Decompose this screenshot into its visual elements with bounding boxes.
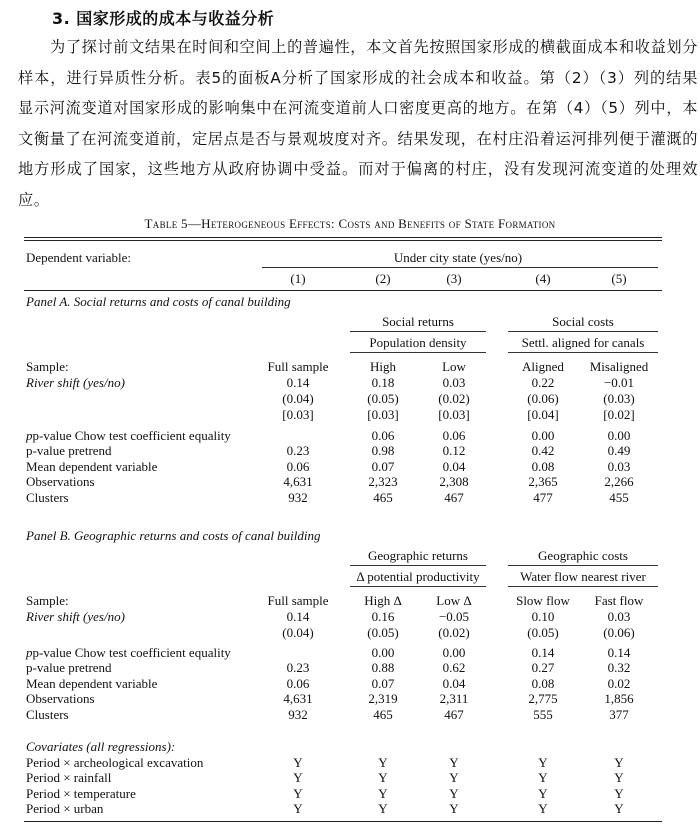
panel-b-sample-2: High Δ [364, 593, 402, 608]
panel-b-chow-label: pp-value Chow test coefficient equality [26, 645, 231, 660]
panel-b-obs-label: Observations [26, 691, 95, 706]
covariate-4-col-4: Y [538, 801, 548, 816]
panel-b-clusters-3: 467 [444, 707, 464, 722]
panel-b-obs-4: 2,775 [528, 691, 558, 706]
panel-b-sub-right-rule [508, 586, 658, 587]
paragraph-text: 为了探讨前文结果在时间和空间上的普遍性，本文首先按照国家形成的横截面成本和收益划分样本，进行异质性分析。表5的面板A分析了国家形成的社会成本和收益。第（2）（3）列的结果显示河流变道对国家形成的影响集中在河流变道前人口密度更高的地方。在第（4）（5）列中，本文衡量了在河流变道前，定居点是否与景观坡度对齐。结果发现，在村庄沿着运河排列便于灌溉的地方形成了国家，这些地方从政府协调中受益。而对于偏离的村庄，没有发现河流变道的处理效应。 [18, 38, 698, 209]
panel-b-group-left: Geographic returns [368, 548, 468, 563]
panel-a-sample-4: Aligned [522, 359, 564, 374]
panel-a-mean-4: 0.08 [531, 459, 555, 474]
panel-b-sub-left-rule [350, 586, 486, 587]
table-top-rule [24, 237, 662, 238]
panel-a-clusters-5: 455 [609, 490, 629, 505]
panel-a-se2-5: [0.02] [603, 407, 635, 422]
header-bottom-rule [24, 290, 662, 291]
panel-a-clusters-2: 465 [373, 490, 393, 505]
panel-a-obs-3: 2,308 [439, 474, 469, 489]
panel-a-chow-3: 0.06 [442, 428, 466, 443]
table-top-rule-2 [24, 240, 662, 241]
panel-a-pretrend-4: 0.42 [531, 443, 555, 458]
panel-b-sample-label: Sample: [26, 593, 69, 608]
panel-a-clusters-label: Clusters [26, 490, 69, 505]
panel-b-clusters-2: 465 [373, 707, 393, 722]
panel-a-sample-1: Full sample [267, 359, 329, 374]
panel-b-sample-4: Slow flow [516, 593, 570, 608]
covariate-1-col-2: Y [378, 755, 388, 770]
panel-a-se-4: (0.06) [527, 391, 559, 406]
panel-a-obs-2: 2,323 [368, 474, 398, 489]
panel-a-se2-1: [0.03] [282, 407, 314, 422]
panel-a-coef-1: 0.14 [286, 375, 310, 390]
panel-a-se2-2: [0.03] [367, 407, 399, 422]
panel-a-coef-5: −0.01 [603, 375, 635, 390]
panel-a-sample-label: Sample: [26, 359, 69, 374]
panel-a-mean-1: 0.06 [286, 459, 310, 474]
panel-b-chow-2: 0.00 [371, 645, 395, 660]
panel-a-sample-3: Low [442, 359, 466, 374]
panel-a-clusters-1: 932 [288, 490, 308, 505]
panel-b-se-2: (0.05) [367, 625, 399, 640]
panel-a-clusters-3: 467 [444, 490, 464, 505]
panel-b-group-right-sub: Water flow nearest river [520, 569, 646, 584]
panel-a-chow-4: 0.00 [531, 428, 555, 443]
panel-a-se2-4: [0.04] [527, 407, 559, 422]
panel-a-group-left-rule [350, 331, 486, 332]
panel-a-mean-label: Mean dependent variable [26, 459, 158, 474]
covariate-2-col-5: Y [614, 770, 624, 785]
panel-a-clusters-4: 477 [533, 490, 553, 505]
covariate-2-col-2: Y [378, 770, 388, 785]
covariate-4-col-2: Y [378, 801, 388, 816]
covariate-3-col-4: Y [538, 786, 548, 801]
covariate-3-col-5: Y [614, 786, 624, 801]
covariate-1-col-5: Y [614, 755, 624, 770]
panel-a-obs-label: Observations [26, 474, 95, 489]
panel-a-chow-2: 0.06 [371, 428, 395, 443]
panel-a-pretrend-3: 0.12 [442, 443, 466, 458]
panel-b-se-1: (0.04) [282, 625, 314, 640]
dependent-rule [262, 267, 658, 268]
covariate-1-col-4: Y [538, 755, 548, 770]
panel-a-sample-5: Misaligned [589, 359, 649, 374]
panel-a-se-3: (0.02) [438, 391, 470, 406]
table-title: Table 5—Heterogeneous Effects: Costs and Benefits of State Formation [144, 216, 556, 231]
panel-a-group-left-sub: Population density [369, 335, 467, 350]
covariate-2-col-4: Y [538, 770, 548, 785]
panel-b-pretrend-4: 0.27 [531, 660, 555, 675]
panel-b-sample-1: Full sample [267, 593, 329, 608]
col-number-5: (5) [611, 271, 627, 286]
panel-b-clusters-4: 555 [533, 707, 553, 722]
panel-b-pretrend-1: 0.23 [286, 660, 310, 675]
panel-a-sub-left-rule [350, 352, 486, 353]
panel-a-obs-1: 4,631 [283, 474, 313, 489]
covariate-3-col-2: Y [378, 786, 388, 801]
section-heading: 3. 国家形成的成本与收益分析 [52, 9, 275, 28]
covariate-1-col-1: Y [293, 755, 303, 770]
covariate-1-col-3: Y [449, 755, 459, 770]
panel-a-group-right-rule [508, 331, 658, 332]
panel-a-sample-2: High [370, 359, 396, 374]
panel-a-group-left: Social returns [382, 314, 454, 329]
panel-a-se2-3: [0.03] [438, 407, 470, 422]
panel-b-coef-3: −0.05 [438, 609, 470, 624]
panel-b-coef-2: 0.16 [371, 609, 395, 624]
panel-a-se-1: (0.04) [282, 391, 314, 406]
col-number-1: (1) [290, 271, 306, 286]
panel-b-group-left-rule [350, 565, 486, 566]
covariate-label-3: Period × temperature [26, 786, 136, 801]
panel-a-coef-4: 0.22 [531, 375, 555, 390]
panel-b-obs-5: 1,856 [604, 691, 634, 706]
dependent-variable-label: Dependent variable: [26, 250, 132, 265]
panel-b-se-5: (0.06) [603, 625, 635, 640]
panel-b-pretrend-2: 0.88 [371, 660, 395, 675]
covariate-4-col-3: Y [449, 801, 459, 816]
panel-a-coef-label: River shift (yes/no) [26, 375, 125, 390]
panel-a-group-right-sub: Settl. aligned for canals [521, 335, 645, 350]
panel-a-coef-3: 0.03 [442, 375, 466, 390]
panel-b-clusters-1: 932 [288, 707, 308, 722]
panel-b-sample-3: Low Δ [436, 593, 472, 608]
panel-a-se-2: (0.05) [367, 391, 399, 406]
col-number-3: (3) [446, 271, 462, 286]
col-number-4: (4) [535, 271, 551, 286]
panel-a-pretrend-2: 0.98 [371, 443, 395, 458]
table-bottom-rule [24, 821, 662, 822]
panel-b-se-4: (0.05) [527, 625, 559, 640]
panel-b-coef-4: 0.10 [531, 609, 555, 624]
panel-b-chow-3: 0.00 [442, 645, 466, 660]
covariates-title: Covariates (all regressions): [26, 739, 176, 754]
panel-b-mean-3: 0.04 [442, 676, 466, 691]
panel-b-se-3: (0.02) [438, 625, 470, 640]
panel-b-obs-2: 2,319 [368, 691, 398, 706]
panel-a-obs-4: 2,365 [528, 474, 558, 489]
covariate-label-4: Period × urban [26, 801, 104, 816]
panel-b-coef-5: 0.03 [607, 609, 631, 624]
panel-a-pretrend-1: 0.23 [286, 443, 310, 458]
panel-b-mean-label: Mean dependent variable [26, 676, 158, 691]
covariate-label-1: Period × archeological excavation [26, 755, 204, 770]
panel-a-coef-2: 0.18 [371, 375, 395, 390]
panel-b-mean-5: 0.02 [607, 676, 631, 691]
covariate-label-2: Period × rainfall [26, 770, 112, 785]
panel-a-chow-5: 0.00 [607, 428, 631, 443]
panel-b-group-right-rule [508, 565, 658, 566]
panel-b-chow-5: 0.14 [607, 645, 631, 660]
panel-a-group-right: Social costs [552, 314, 614, 329]
panel-b-mean-1: 0.06 [286, 676, 310, 691]
covariate-3-col-3: Y [449, 786, 459, 801]
covariate-4-col-5: Y [614, 801, 624, 816]
covariate-2-col-1: Y [293, 770, 303, 785]
body-paragraph [18, 32, 698, 215]
col-number-2: (2) [375, 271, 391, 286]
panel-b-mean-4: 0.08 [531, 676, 555, 691]
panel-b-obs-3: 2,311 [439, 691, 469, 706]
panel-b-title: Panel B. Geographic returns and costs of canal building [26, 528, 321, 543]
panel-b-sample-5: Fast flow [594, 593, 644, 608]
panel-a-obs-5: 2,266 [604, 474, 634, 489]
panel-a-title: Panel A. Social returns and costs of canal building [26, 294, 291, 309]
panel-a-se-5: (0.03) [603, 391, 635, 406]
panel-a-sub-right-rule [508, 352, 658, 353]
panel-b-pretrend-5: 0.32 [607, 660, 631, 675]
panel-b-group-left-sub: Δ potential productivity [356, 569, 480, 584]
panel-b-clusters-label: Clusters [26, 707, 69, 722]
panel-a-chow-label: pp-value Chow test coefficient equality [26, 428, 231, 443]
panel-a-pretrend-label: p-value pretrend [26, 443, 112, 458]
dependent-variable-value: Under city state (yes/no) [393, 250, 523, 265]
panel-b-pretrend-3: 0.62 [442, 660, 466, 675]
panel-b-chow-4: 0.14 [531, 645, 555, 660]
panel-a-mean-3: 0.04 [442, 459, 466, 474]
panel-b-obs-1: 4,631 [283, 691, 313, 706]
covariate-3-col-1: Y [293, 786, 303, 801]
panel-b-coef-1: 0.14 [286, 609, 310, 624]
covariate-2-col-3: Y [449, 770, 459, 785]
panel-b-mean-2: 0.07 [371, 676, 395, 691]
panel-a-mean-2: 0.07 [371, 459, 395, 474]
panel-a-pretrend-5: 0.49 [607, 443, 631, 458]
covariate-4-col-1: Y [293, 801, 303, 816]
panel-b-pretrend-label: p-value pretrend [26, 660, 112, 675]
panel-a-mean-5: 0.03 [607, 459, 631, 474]
panel-b-coef-label: River shift (yes/no) [26, 609, 125, 624]
panel-b-group-right: Geographic costs [538, 548, 628, 563]
panel-b-clusters-5: 377 [609, 707, 629, 722]
